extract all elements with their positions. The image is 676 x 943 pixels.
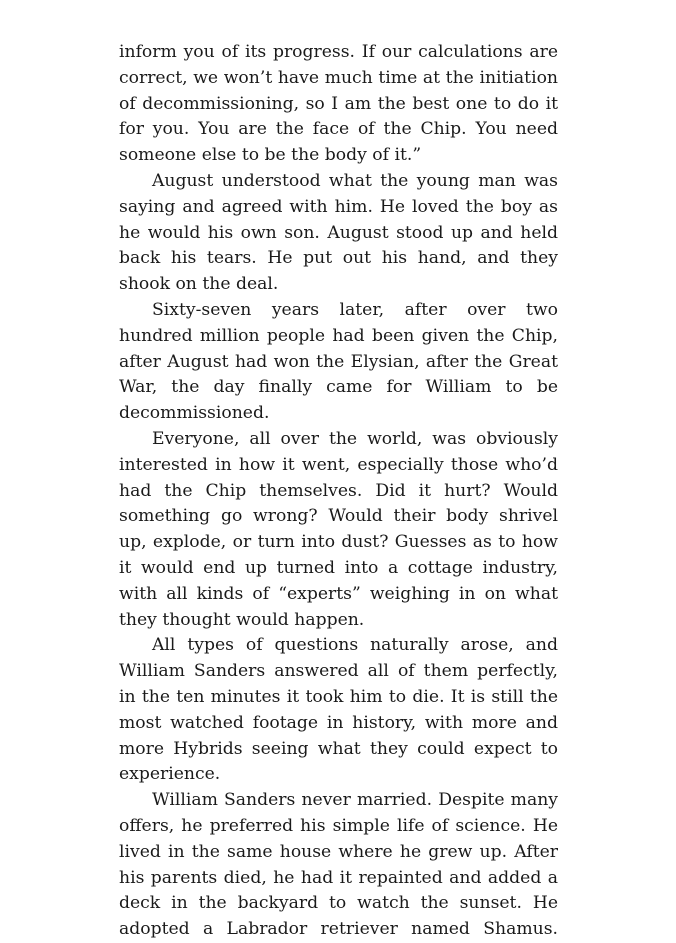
paragraph: All types of questions naturally arose, and William Sanders answered all of them perfectly, in the ten minutes it took him to die. It is still the most watched footage in history, with more and more Hybrids seeing what they could expect to experience. [119,635,558,785]
page-body [119,40,558,943]
paragraph: August understood what the young man was saying and agreed with him. He loved the boy as he would his own son. August stood up and held back his tears. He put out his hand, and they shook on the deal. [119,170,558,295]
paragraph-continued: inform you of its progress. If our calculations are correct, we won’t have much time at the initiation of decommissioning, so I am the best one to do it for you. You are the face of the Chip. You need someone else to be the body of it.” [119,42,558,166]
paragraph-continues: William Sanders never married. Despite many offers, he preferred his simple life of science. He lived in the same house where he grew up. After his parents died, he had it repainted and added a deck in the backyard to watch the sunset. He adopted a Labrador retriever named Shamus. [119,790,558,940]
paragraph: Sixty-seven years later, after over two hundred million people had been given the Chip, after August had won the Elysian, after the Great War, the day finally came for William to be decommissioned. [119,299,558,424]
paragraph: Everyone, all over the world, was obviously interested in how it went, especially those who’d had the Chip themselves. Did it hurt? Would something go wrong? Would their body shrivel up, explode, or turn into dust? Guesses as to how it would end up turned into a cottage industry, with all kinds of “experts” weighing in on what they thought would happen. [119,428,558,630]
